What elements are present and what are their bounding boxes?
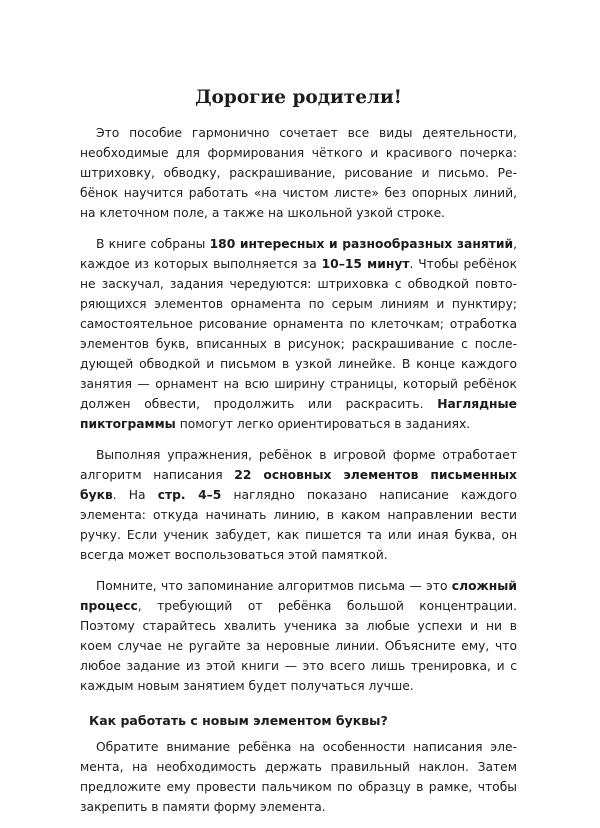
bold-emphasis: Наглядные пиктограммы bbox=[80, 397, 517, 431]
paragraph-3: Выполняя упражнения, ребёнок в игровой форме отработает алгоритм написания 22 основных элементов письменных букв. На стр. 4–5 наглядно показано написание каждого элемента: откуда начинать линию, в каком направлении вести ручку. Если ученик забудет, как пишется та или иная буква, он всегда может воспользоваться этой памяткой. bbox=[80, 448, 517, 562]
paragraph-4: Помните, что запоминание алгоритмов письма — это сложный процесс, требующий от ребёнка большой концентрации. Поэтому старайтесь хвалить ученика за любые успехи и ни в коем случае не ругайте за неровные линии. Объясните ему, что любое задание из этой книги — это всего лишь тренировка, и с каждым новым занятием будет получаться лучше. bbox=[80, 579, 517, 693]
bold-emphasis: сложный процесс bbox=[80, 579, 517, 613]
bold-emphasis: 22 основных элементов письменных букв bbox=[80, 468, 517, 502]
paragraph-5: Обратите внимание ребёнка на особенности написания элемента, на необходимость держать правильный наклон. Затем предложите ему провести пальчиком по образцу в рамке, чтобы закрепить в памяти форму элемента. bbox=[80, 740, 517, 814]
section-subheading: Как работать с новым элементом буквы? bbox=[89, 713, 388, 728]
paragraph-1: Это пособие гармонично сочетает все виды деятельности, необходимые для формирования чёткого и красивого почерка: штриховку, обводку, раскрашивание, рисование и письмо. Ребёнок научится работать «на чистом листе» без опорных линий, на клеточном поле, а также на школьной узкой строке. bbox=[80, 126, 517, 220]
bold-emphasis: стр. 4–5 bbox=[157, 488, 222, 502]
page-title: Дорогие родители! bbox=[195, 87, 402, 108]
bold-emphasis: 180 интересных и разнообразных занятий bbox=[209, 237, 514, 251]
bold-emphasis: 10–15 минут bbox=[321, 257, 410, 271]
body-text bbox=[80, 123, 517, 828]
paragraph-2: В книге собраны 180 интересных и разнообразных занятий, каждое из которых выполняется за 10–15 минут. Чтобы ребёнок не заскучал, задания чередуются: штриховка с обводкой повторяющихся элементов орнамента по серым линиям и пунктиру; самостоятельное рисование орнамента по клеточкам; отработка элементов букв, вписанных в рисунок; раскрашивание с последующей обводкой и письмом в узкой линейке. В конце каждого занятия — орнамент на всю ширину страницы, который ребёнок должен обвести, продолжить или раскрасить. Наглядные пиктограммы помогут легко ориентироваться в заданиях. bbox=[80, 237, 517, 431]
document-page bbox=[80, 0, 517, 814]
